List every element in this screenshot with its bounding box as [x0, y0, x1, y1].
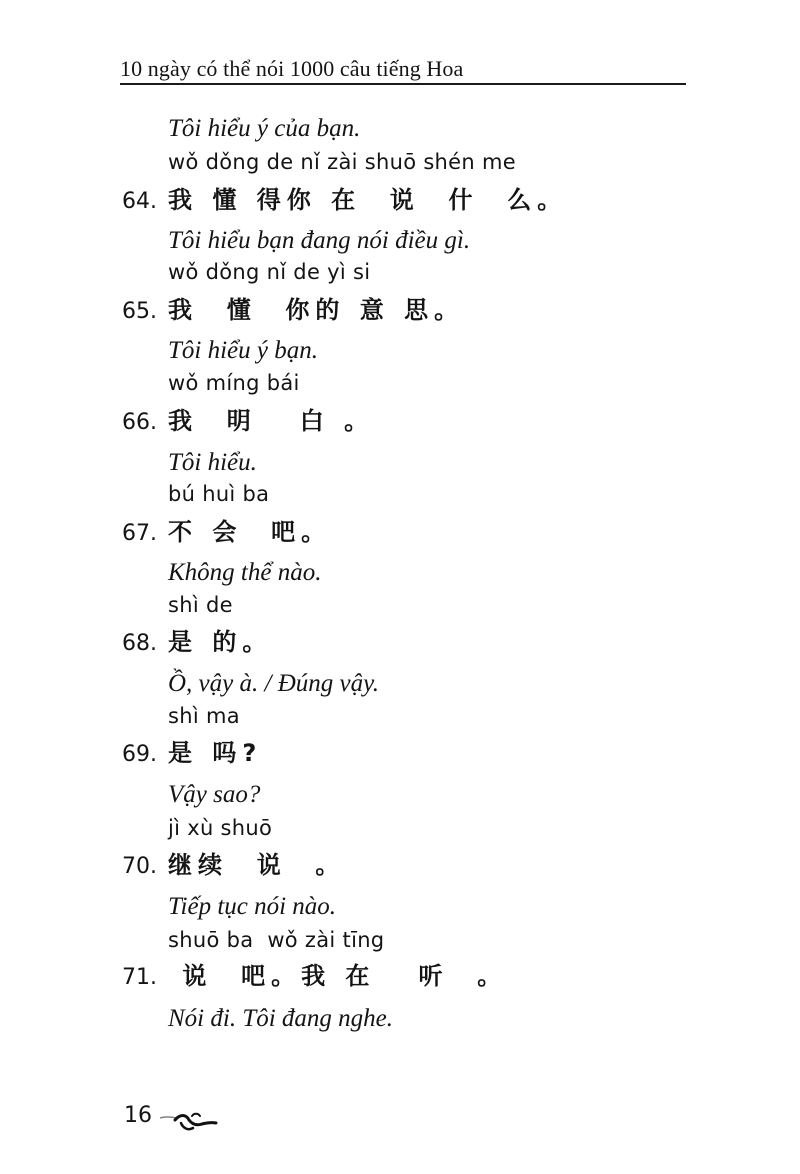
entry-number: 68.: [122, 631, 157, 656]
header-rule: [120, 83, 686, 85]
chinese-phrase: 是 的。: [168, 628, 273, 656]
vietnamese-translation: Tôi hiểu.: [168, 449, 257, 476]
vietnamese-translation: Không thể nào.: [168, 559, 322, 586]
phrase-entry-67: [122, 520, 331, 545]
entry-number: 65.: [122, 299, 157, 324]
phrase-entry-64: [122, 188, 567, 213]
entry-number: 64.: [122, 189, 157, 214]
vietnamese-translation: Vậy sao?: [168, 781, 261, 808]
pinyin-line: wǒ dǒng nǐ de yì si: [168, 260, 371, 284]
phrase-entry-65: [122, 298, 464, 323]
entry-number: 66.: [122, 410, 157, 435]
vietnamese-translation: Nói đi. Tôi đang nghe.: [168, 1005, 394, 1032]
pinyin-line: shì de: [168, 593, 233, 617]
vietnamese-translation: Tôi hiểu ý bạn.: [168, 337, 318, 364]
pinyin-line: wǒ dǒng de nǐ zài shuō shén me: [168, 150, 516, 174]
chinese-phrase: 我 明 白 。: [168, 407, 375, 435]
vietnamese-translation: Ồ, vậy à. / Đúng vậy.: [168, 670, 380, 697]
entry-number: 70.: [122, 854, 157, 879]
pinyin-line: wǒ míng bái: [168, 371, 300, 395]
vietnamese-translation: Tôi hiểu bạn đang nói điều gì.: [168, 227, 471, 254]
pinyin-line: bú huì ba: [168, 482, 270, 506]
chinese-phrase: 说 吧。我 在 听 。: [168, 962, 508, 990]
running-header: 10 ngày có thể nói 1000 câu tiếng Hoa: [120, 56, 464, 81]
pinyin-line: shuō ba wǒ zài tīng: [168, 928, 385, 952]
vietnamese-translation: Tôi hiểu ý của bạn.: [168, 115, 361, 142]
decorative-ornament-icon: [158, 1106, 220, 1136]
chinese-phrase: 是 吗?: [168, 739, 263, 767]
phrase-entry-71: [122, 964, 507, 989]
entry-number: 71.: [122, 965, 157, 990]
chinese-phrase: 我 懂 你的 意 思。: [168, 296, 465, 324]
phrase-entry-66: [122, 409, 374, 434]
entry-number: 67.: [122, 521, 157, 546]
phrase-entry-69: [122, 741, 262, 766]
entry-number: 69.: [122, 742, 157, 767]
chinese-phrase: 继续 说 。: [168, 851, 346, 879]
chinese-phrase: 不 会 吧。: [168, 518, 332, 546]
pinyin-line: jì xù shuō: [168, 816, 273, 840]
pinyin-line: shì ma: [168, 704, 240, 728]
phrase-entry-68: [122, 630, 272, 655]
vietnamese-translation: Tiếp tục nói nào.: [168, 893, 337, 920]
page-number: 16: [124, 1103, 152, 1128]
chinese-phrase: 我 懂 得你 在 说 什 么。: [168, 186, 568, 214]
phrase-entry-70: [122, 853, 345, 878]
